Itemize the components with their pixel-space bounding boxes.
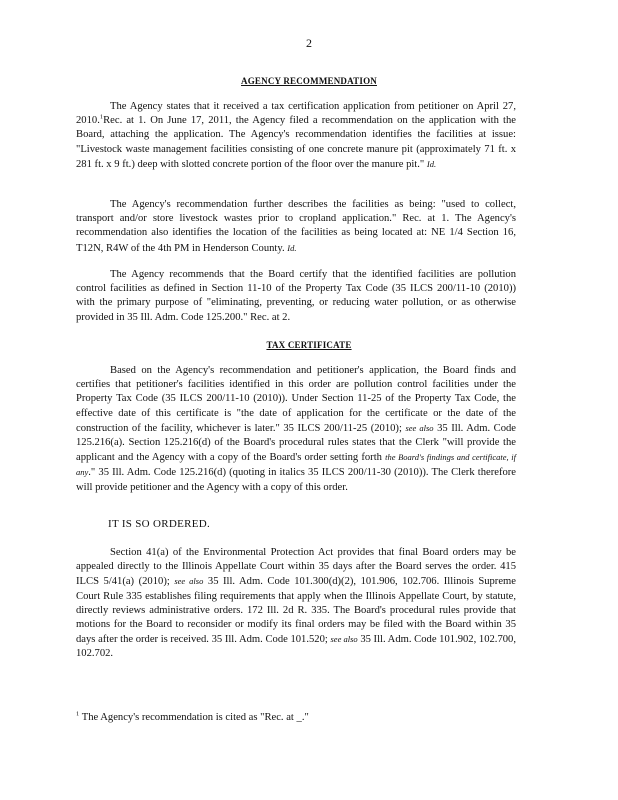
appeal-text-end: 35 Ill. Adm. Code 101.902, 102.700, 102.702.	[76, 634, 516, 660]
appeal-text: Section 41(a) of the Environmental Protection Act provides that final Board orders may be appealed directly to the Illinois Appellate Court within 35 days after the Board serves the order. 415 ILCS 5/41(a) (2010);	[76, 547, 516, 588]
tax-p1-text-end: ." 35 Ill. Adm. Code 125.216(d) (quoting in italics 35 ILCS 200/11-30 (2010)). The Clerk therefore will provide petitioner and the Agency with a copy of this order.	[76, 467, 516, 493]
agency-paragraph-1	[76, 100, 516, 172]
agency-paragraph-2	[76, 198, 516, 256]
agency-paragraph-3	[76, 268, 516, 325]
appeal-see-also-1: see also	[174, 576, 204, 587]
so-ordered-line: IT IS SO ORDERED.	[108, 518, 211, 530]
tax-p1-text-cont: 35 Ill. Adm. Code 125.216(a). Section 125.216(d) of the Board's procedural rules states that the Clerk "will provide the applicant and the Agency with a copy of the Board's order setting forth	[76, 422, 516, 464]
agency-recommendation-heading: AGENCY RECOMMENDATION	[241, 76, 377, 86]
appeal-rights-paragraph	[76, 546, 516, 662]
footnote-text: The Agency's recommendation is cited as "Rec. at _."	[81, 712, 309, 723]
agency-p1-text-cont: Rec. at 1. On June 17, 2011, the Agency filed a recommendation on the application with the Board, attaching the application. The Agency's recommendation identifies the facilities at issue: "Livestock waste management facilities consisting of one concrete manure pit (approximately 71 ft. x 281 ft. x 9 ft.) deep with slotted concrete portion of the floor over the manure pit."	[76, 115, 516, 170]
agency-p2-text: The Agency's recommendation further describes the facilities as being: "used to collect, transport and/or store livestock wastes prior to cropland application." Rec. at 1. The Agency's recommendation also identifies the location of the facilities as being located at: NE 1/4 Section 16, T12N, R4W of the 4th PM in Henderson County.	[76, 199, 516, 254]
agency-p1-cite: Id.	[426, 158, 437, 169]
tax-certificate-heading: TAX CERTIFICATE	[266, 340, 352, 350]
tax-certificate-paragraph	[76, 364, 516, 495]
footnote-reference-mark: 1	[99, 113, 104, 121]
tax-p1-italic-quote: the Board's findings and certificate, if any	[76, 452, 516, 478]
agency-p2-cite: Id.	[287, 242, 297, 253]
appeal-see-also-2: see also	[330, 634, 358, 645]
appeal-text-cont: 35 Ill. Adm. Code 101.300(d)(2), 101.906, 102.706. Illinois Supreme Court Rule 335 establishes filing requirements that apply when the Illinois Appellate Court, by statute, directly reviews administrative orders. 172 Ill. 2d R. 335. The Board's procedural rules provide that motions for the Board to reconsider or modify its final orders may be filed with the Board within 35 days after the order is received. 35 Ill. Adm. Code 101.520;	[76, 576, 516, 646]
tax-p1-see-also: see also	[405, 422, 434, 433]
page-number: 2	[306, 36, 312, 50]
footnote	[76, 712, 309, 723]
footnote-mark: 1	[76, 710, 80, 718]
agency-p3-text: The Agency recommends that the Board certify that the identified facilities are pollution control facilities as defined in Section 11-10 of the Property Tax Code (35 ILCS 200/11-10 (2010)) with the primary purpose of "eliminating, preventing, or reducing water pollution, or as otherwise provided in 35 Ill. Adm. Code 125.200." Rec. at 2.	[76, 269, 516, 323]
tax-p1-text: Based on the Agency's recommendation and petitioner's application, the Board finds and certifies that petitioner's facilities identified in this order are pollution control facilities under the Property Tax Code (35 ILCS 200/11-10 (2010)). Under Section 11-25 of the Property Tax Code, the effective date of this certificate is "the date of application for the certificate or the date of the construction of the facility, whichever is later." 35 ILCS 200/11-25 (2010);	[76, 365, 516, 434]
agency-p1-text: The Agency states that it received a tax certification application from petitioner on April 27, 2010.	[76, 101, 516, 127]
